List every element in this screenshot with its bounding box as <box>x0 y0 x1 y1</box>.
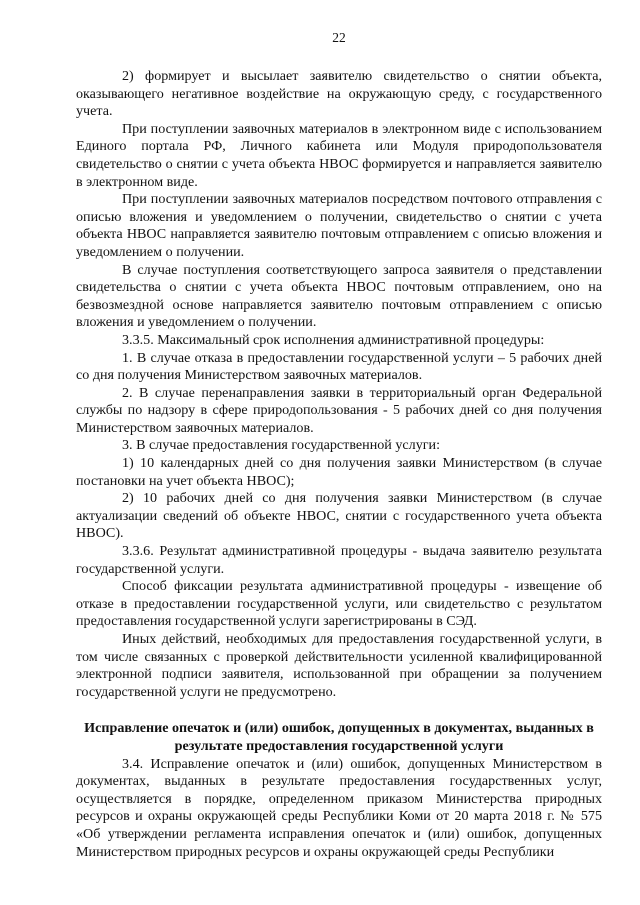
paragraph: 2) формирует и высылает заявителю свидетельство о снятии объекта, оказывающего негативное воздействие на окружающую среду, с государственного учета. <box>76 68 602 120</box>
paragraph: При поступлении заявочных материалов посредством почтового отправления с описью вложения и уведомлением о получении, свидетельство о снятии с учета объекта НВОС направляется заявителю почтовым отправлением с описью вложения и уведомлением о получении. <box>76 191 602 260</box>
paragraph: 2. В случае перенаправления заявки в территориальный орган Федеральной службы по надзору в сфере природопользования - 5 рабочих дней со дня получения Министерством заявочных материалов. <box>76 384 602 436</box>
paragraph: 1. В случае отказа в предоставлении государственной услуги – 5 рабочих дней со дня получения Министерством заявочных материалов. <box>76 349 602 384</box>
paragraph: Способ фиксации результата административной процедуры - извещение об отказе в предоставлении государственной услуги, или свидетельство с результатом предоставления государственной услуги зарегистрированы в СЭД. <box>76 578 602 630</box>
document-body <box>76 68 602 861</box>
paragraph: 1) 10 календарных дней со дня получения заявки Министерством (в случае постановки на учет объекта НВОС); <box>76 455 602 489</box>
paragraph: 2) 10 рабочих дней со дня получения заявки Министерством (в случае актуализации сведений об объекте НВОС, снятии с государственного учета объекта НВОС). <box>76 490 602 542</box>
paragraph: 3.4. Исправление опечаток и (или) ошибок, допущенных Министерством в документах, выданных в результате предоставления государственных услуг, осуществляется в порядке, определенном приказом Министерства природных ресурсов и охраны окружающей среды Республики Коми от 20 марта 2018 г. № 575 «Об утверждении регламента исправления опечаток и (или) ошибок, допущенных Министерством природных ресурсов и охраны окружающей среды Республики <box>76 755 602 860</box>
paragraph: 3.3.6. Результат административной процедуры - выдача заявителю результата государственной услуги. <box>76 543 602 577</box>
paragraph: Иных действий, необходимых для предоставления государственной услуги, в том числе связанных с проверкой действительности усиленной квалифицированной электронной подписи заявителя, использованной при обращении за получением государственной услуги не предусмотрено. <box>76 631 602 700</box>
paragraph: При поступлении заявочных материалов в электронном виде с использованием Единого портала РФ, Личного кабинета или Модуля природопользователя свидетельство о снятии с учета объекта НВОС формируется и направляется заявителю в электронном виде. <box>76 120 602 190</box>
page-number: 22 <box>332 30 346 45</box>
section-heading: Исправление опечаток и (или) ошибок, допущенных в документах, выданных в результате предоставления государственной услуги <box>84 720 594 754</box>
paragraph: В случае поступления соответствующего запроса заявителя о представлении свидетельства о снятии с учета объекта НВОС почтовым отправлением, оно на безвозмездной основе направляется заявителю почтовым отправлением с описью вложения и уведомлением о получении. <box>76 261 602 331</box>
paragraph: 3. В случае предоставления государственной услуги: <box>122 437 440 454</box>
paragraph: 3.3.5. Максимальный срок исполнения административной процедуры: <box>122 331 545 348</box>
